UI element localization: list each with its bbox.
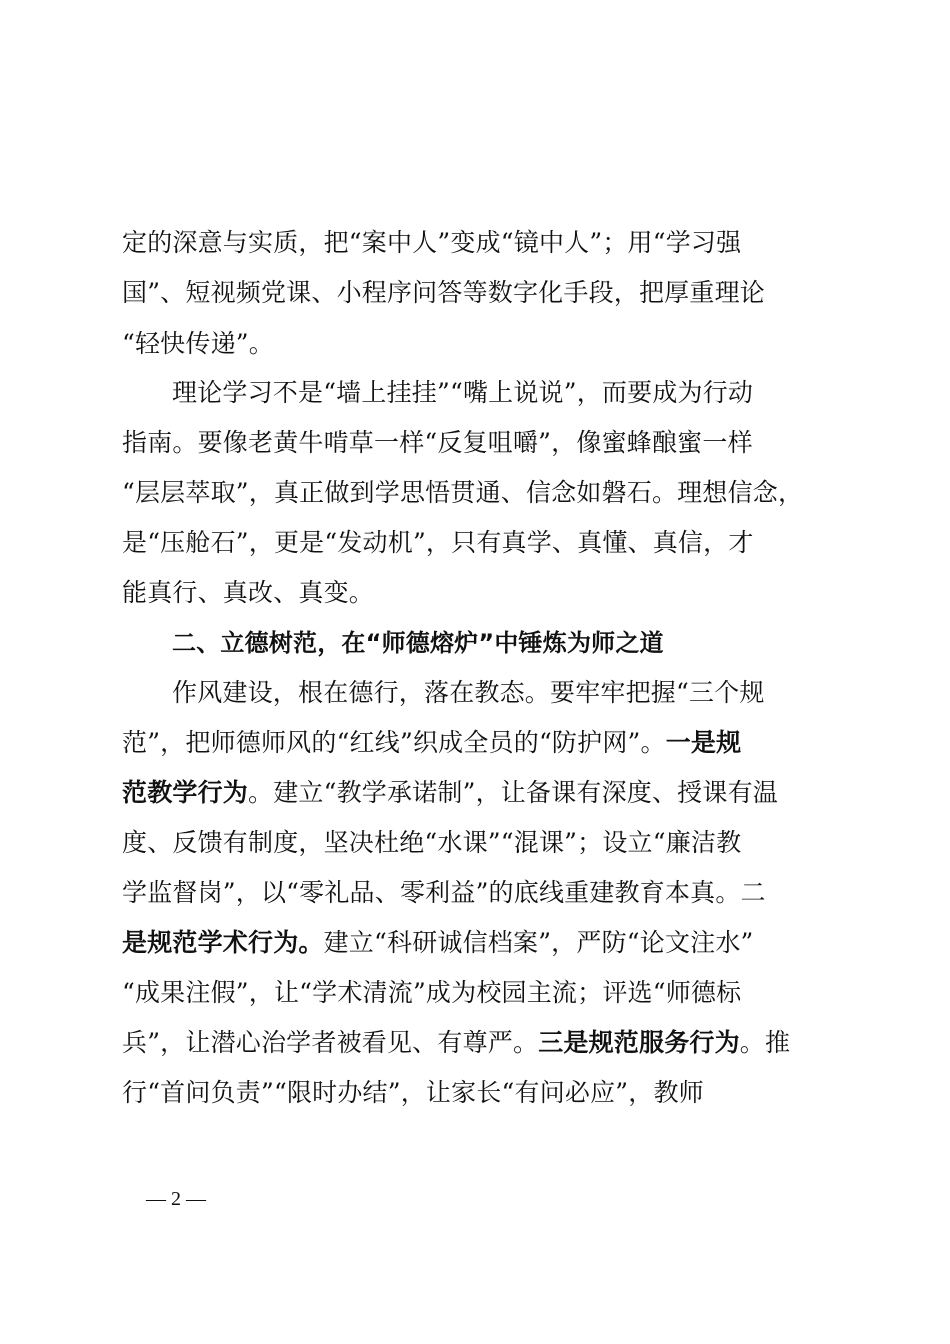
body-text-line: 国”、短视频党课、小程序问答等数字化手段，把厚重理论 <box>122 278 765 307</box>
bold-text-run: 三是规范服务行为 <box>538 1028 740 1057</box>
bold-text-run: 是规范学术行为。 <box>122 928 324 957</box>
body-text-line: 定的深意与实质，把“案中人”变成“镜中人”；用“学习强 <box>122 228 742 257</box>
body-text-line <box>122 926 754 960</box>
text-run: 。推 <box>739 1028 791 1057</box>
body-text-line: 作风建设，根在德行，落在教态。要牢牢把握“三个规 <box>172 678 765 707</box>
body-text-line: “轻快传递”。 <box>122 329 274 358</box>
body-text-line: 理论学习不是“墙上挂挂”“嘴上说说”，而要成为行动 <box>172 378 754 407</box>
body-text-line: 能真行、真改、真变。 <box>122 578 375 607</box>
body-text-line <box>122 726 741 760</box>
section-heading: 二、立德树范，在“师德熔炉”中锤炼为师之道 <box>172 629 664 657</box>
page-number: — 2 — <box>146 1188 206 1210</box>
body-text-line: 指南。要像老黄牛啃草一样“反复咀嚼”，像蜜蜂酿蜜一样 <box>122 428 753 457</box>
body-text-line <box>122 776 778 810</box>
body-text-line: “层层萃取”，真正做到学思悟贯通、信念如磐石。理想信念， <box>122 478 804 507</box>
text-run: 范”，把师德师风的“红线”织成全员的“防护网”。 <box>122 728 666 757</box>
body-text-line: 行“首问负责”“限时办结”，让家长“有问必应”，教师 <box>122 1078 704 1107</box>
text-run: 建立“科研诚信档案”，严防“论文注水” <box>323 928 754 957</box>
body-text-line: 学监督岗”，以“零礼品、零利益”的底线重建教育本真。二 <box>122 878 766 907</box>
text-run: 兵”，让潜心治学者被看见、有尊严。 <box>122 1028 539 1057</box>
body-text-line: 是“压舱石”，更是“发动机”，只有真学、真懂、真信，才 <box>122 528 754 557</box>
bold-text-run: 一是规 <box>665 728 742 757</box>
text-run: 。建立“教学承诺制”，让备课有深度、授课有温 <box>248 778 778 807</box>
body-text-line: “成果注假”，让“学术清流”成为校园主流；评选“师德标 <box>122 978 742 1007</box>
body-text-line <box>122 1026 790 1060</box>
body-text-line: 度、反馈有制度，坚决杜绝“水课”“混课”；设立“廉洁教 <box>122 828 742 857</box>
bold-text-run: 范教学行为 <box>122 778 249 807</box>
